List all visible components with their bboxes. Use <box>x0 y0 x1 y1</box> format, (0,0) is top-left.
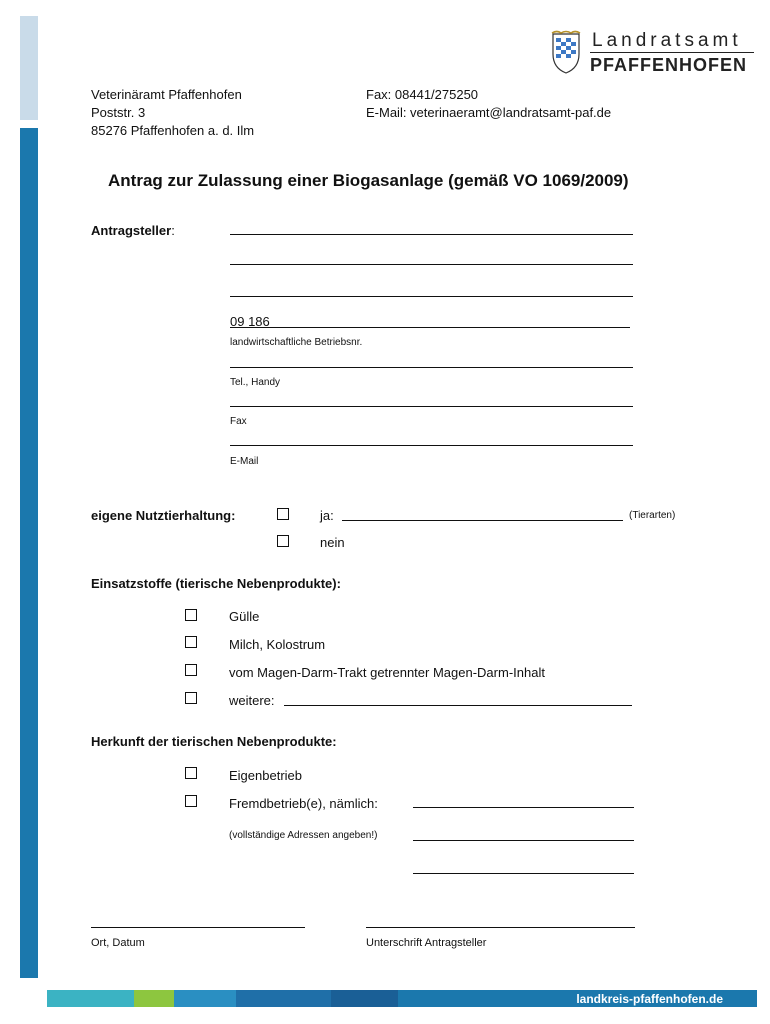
livestock-yes-label: ja: <box>320 508 334 523</box>
applicant-label-text: Antragsteller <box>91 223 172 238</box>
office-fax: Fax: 08441/275250 <box>366 87 479 102</box>
digestive-content-label: vom Magen-Darm-Trakt getrennter Magen-Darm-Inhalt <box>229 665 545 680</box>
landratsamt-logo <box>548 30 756 74</box>
applicant-name-field[interactable] <box>230 234 633 235</box>
office-contact <box>366 86 611 122</box>
betriebsnr-field[interactable] <box>230 327 630 328</box>
office-address <box>91 86 254 140</box>
manure-label: Gülle <box>229 609 260 624</box>
other-inputs-field[interactable] <box>284 705 632 706</box>
address-line: 85276 Pfaffenhofen a. d. Ilm <box>91 123 255 138</box>
applicant-street-field[interactable] <box>230 264 633 265</box>
livestock-no-label: nein <box>320 535 345 550</box>
origin-heading: Herkunft der tierischen Nebenprodukte: <box>91 734 337 749</box>
applicant-label <box>91 223 175 238</box>
page-title: Antrag zur Zulassung einer Biogasanlage (gemäß VO 1069/2009) <box>108 171 629 190</box>
external-farm-field-2[interactable] <box>413 840 634 841</box>
logo-text-pfaffenhofen: PFAFFENHOFEN <box>590 55 748 75</box>
footer-color-bar <box>47 990 757 1007</box>
address-line: Poststr. 3 <box>91 105 146 120</box>
external-farm-field-1[interactable] <box>413 807 634 808</box>
email-field[interactable] <box>230 445 633 446</box>
logo-divider <box>590 52 754 53</box>
sidebar-accent-light <box>20 16 38 120</box>
office-email: E-Mail: veterinaeramt@landratsamt-paf.de <box>366 105 612 120</box>
phone-field[interactable] <box>230 367 633 368</box>
fax-caption: Fax <box>230 416 247 427</box>
phone-caption: Tel., Handy <box>230 377 281 388</box>
external-farm-note: (vollständige Adressen angeben!) <box>229 830 378 841</box>
footer-segment <box>331 990 398 1007</box>
footer-segment <box>236 990 331 1007</box>
other-inputs-label: weitere: <box>229 693 275 708</box>
betriebsnr-caption: landwirtschaftliche Betriebsnr. <box>230 337 363 348</box>
livestock-label: eigene Nutztierhaltung: <box>91 508 236 523</box>
livestock-yes-checkbox[interactable] <box>277 508 289 520</box>
signature-field[interactable] <box>366 927 635 928</box>
external-farm-checkbox[interactable] <box>185 795 197 807</box>
address-line: Veterinäramt Pfaffenhofen <box>91 87 242 102</box>
footer-segment <box>174 990 236 1007</box>
coat-of-arms-icon <box>548 30 584 74</box>
applicant-label-colon: : <box>171 223 175 238</box>
fax-field[interactable] <box>230 406 633 407</box>
place-date-field[interactable] <box>91 927 305 928</box>
external-farm-field-3[interactable] <box>413 873 634 874</box>
own-farm-label: Eigenbetrieb <box>229 768 302 783</box>
footer-segment <box>47 990 134 1007</box>
sidebar-accent-dark <box>20 128 38 978</box>
applicant-city-field[interactable] <box>230 296 633 297</box>
signature-caption: Unterschrift Antragsteller <box>366 937 487 949</box>
livestock-species-field[interactable] <box>342 520 623 521</box>
milk-colostrum-label: Milch, Kolostrum <box>229 637 326 652</box>
betriebsnr-prefix: 09 186 <box>230 314 270 329</box>
livestock-species-note: (Tierarten) <box>629 510 676 521</box>
footer-segment <box>134 990 174 1007</box>
other-inputs-checkbox[interactable] <box>185 692 197 704</box>
place-date-caption: Ort, Datum <box>91 937 145 949</box>
inputs-heading: Einsatzstoffe (tierische Nebenprodukte): <box>91 576 341 591</box>
own-farm-checkbox[interactable] <box>185 767 197 779</box>
logo-text-landratsamt: Landratsamt <box>592 30 742 51</box>
email-caption: E-Mail <box>230 456 259 467</box>
footer-url: landkreis-pfaffenhofen.de <box>576 992 723 1006</box>
milk-colostrum-checkbox[interactable] <box>185 636 197 648</box>
livestock-no-checkbox[interactable] <box>277 535 289 547</box>
external-farm-label: Fremdbetrieb(e), nämlich: <box>229 796 378 811</box>
digestive-content-checkbox[interactable] <box>185 664 197 676</box>
manure-checkbox[interactable] <box>185 609 197 621</box>
